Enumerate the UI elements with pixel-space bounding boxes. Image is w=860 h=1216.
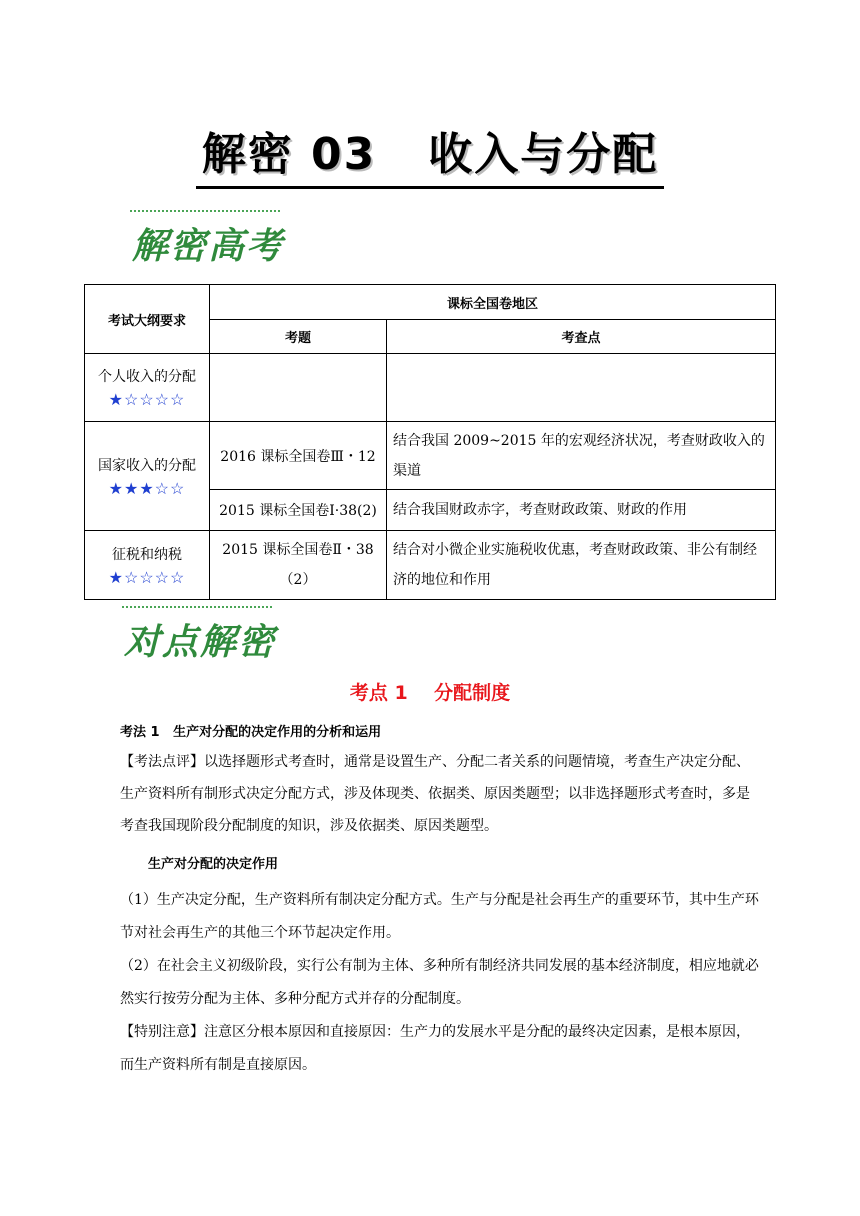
star-rating: ★☆☆☆☆ xyxy=(108,567,186,587)
banner-gaokao: 解密高考 xyxy=(132,218,284,269)
header-point: 考查点 xyxy=(387,320,776,354)
table-row xyxy=(85,531,776,600)
topic-cell: 国家收入的分配 ★★★☆☆ xyxy=(85,422,210,531)
banner-duidian: 对点解密 xyxy=(124,614,276,665)
header-outline: 考试大纲要求 xyxy=(85,285,210,354)
topic-cell: 征税和纳税 ★☆☆☆☆ xyxy=(85,531,210,600)
paragraph-2: （2）在社会主义初级阶段，实行公有制为主体、多种所有制经济共同发展的基本经济制度，相应地就必然实行按劳分配为主体、多种分配方式并存的分配制度。 xyxy=(120,958,759,1007)
star-rating: ★★★☆☆ xyxy=(108,478,186,498)
vine-decoration xyxy=(122,606,272,618)
header-region: 课标全国卷地区 xyxy=(210,285,776,320)
method-title: 考法 1 生产对分配的决定作用的分析和运用 xyxy=(120,725,382,740)
header-question: 考题 xyxy=(210,320,387,354)
note-paragraph: 【特别注意】注意区分根本原因和直接原因：生产力的发展水平是分配的最终决定因素，是根本原因，而生产资料所有制是直接原因。 xyxy=(120,1024,750,1073)
table-row xyxy=(85,422,776,490)
star-rating: ★☆☆☆☆ xyxy=(108,390,186,409)
point-cell xyxy=(387,354,776,422)
question-cell: 2016 课标全国卷Ⅲ・12 xyxy=(210,422,387,490)
topic-cell: 个人收入的分配 ★☆☆☆☆ xyxy=(85,354,210,422)
question-cell: 2015 课标全国卷Ⅱ・38（2） xyxy=(210,531,387,600)
page-title: 解密 03 收入与分配 xyxy=(0,118,860,189)
question-cell: 2015 课标全国卷Ⅰ·38(2) xyxy=(210,490,387,531)
paragraph-1: （1）生产决定分配，生产资料所有制决定分配方式。生产与分配是社会再生产的重要环节，其中生产环节对社会再生产的其他三个环节起决定作用。 xyxy=(120,892,759,941)
table-row xyxy=(85,354,776,422)
point-cell: 结合对小微企业实施税收优惠，考查财政政策、非公有制经济的地位和作用 xyxy=(387,531,776,600)
section-title: 考点 1 分配制度 xyxy=(349,682,511,704)
exam-table xyxy=(84,284,776,600)
point-cell: 结合我国 2009~2015 年的宏观经济状况，考查财政收入的渠道 xyxy=(387,422,776,490)
review-paragraph: 【考法点评】以选择题形式考查时，通常是设置生产、分配二者关系的问题情境，考查生产决定分配、生产资料所有制形式决定分配方式，涉及体现类、依据类、原因类题型；以非选择题形式考查时，多是考查我国现阶段分配制度的知识，涉及依据类、原因类题型。 xyxy=(120,754,750,834)
question-cell xyxy=(210,354,387,422)
sub-title: 生产对分配的决定作用 xyxy=(148,857,279,872)
point-cell: 结合我国财政赤字，考查财政政策、财政的作用 xyxy=(387,490,776,531)
vine-decoration xyxy=(130,210,280,222)
